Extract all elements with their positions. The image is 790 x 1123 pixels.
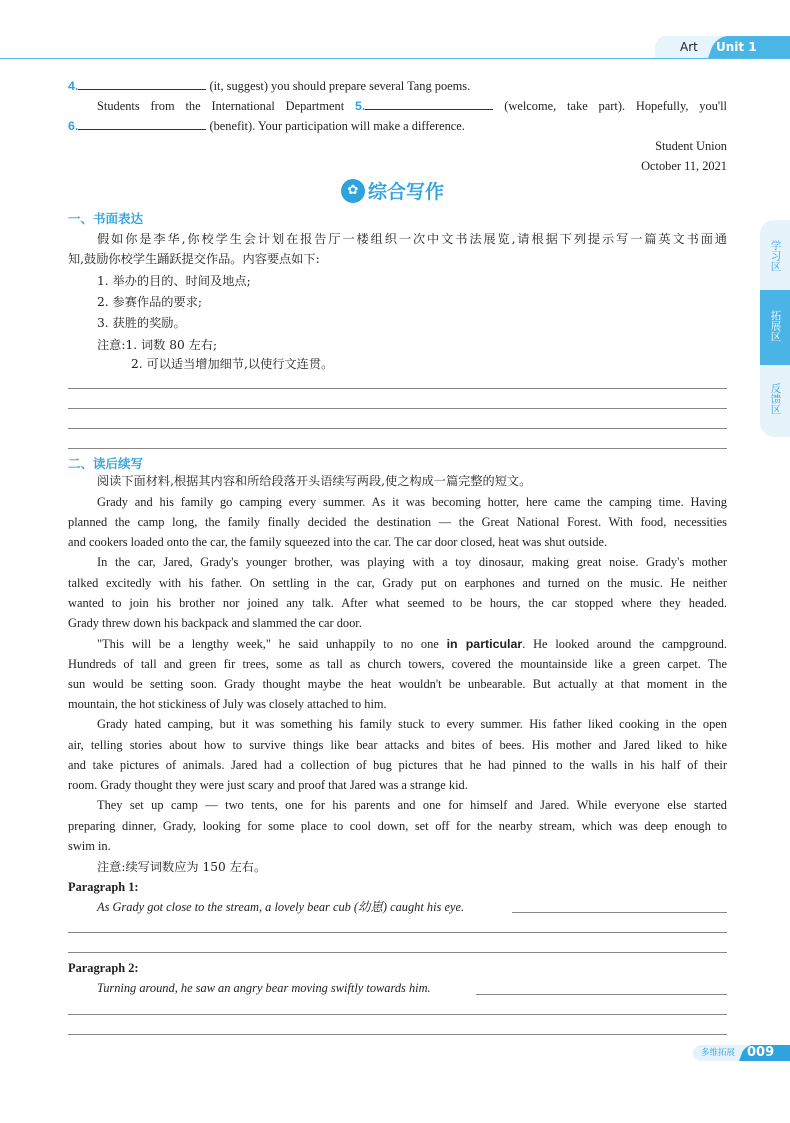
- letter-text: (it, suggest) you should prepare several Tang poems.: [209, 79, 471, 93]
- blank-number: 6.: [68, 119, 79, 133]
- story-line: Grady and his family go camping every summer. As it was becoming hotter, here came the camping time. Having: [97, 495, 727, 509]
- writing-line[interactable]: [68, 388, 727, 389]
- story-line: Hundreds of tall and green fir trees, some as tall as church towers, covered the mountainside like a green carpet. The: [68, 657, 727, 671]
- blank-number: 4.: [68, 79, 79, 93]
- answer-blank-6[interactable]: [78, 116, 206, 130]
- answer-blank-5[interactable]: [365, 96, 493, 110]
- story-line: Grady threw down his backpack and slammed the car door.: [68, 616, 362, 630]
- prompt-text: 阅读下面材料,根据其内容和所给段落开头语续写两段,使之构成一篇完整的短文。: [97, 474, 532, 488]
- writing-line[interactable]: [68, 1014, 727, 1015]
- blank-number: 5.: [355, 99, 366, 113]
- header-unit: Unit 1: [716, 40, 757, 54]
- answer-blank-4[interactable]: [78, 76, 206, 90]
- story-line: [97, 634, 727, 654]
- story-line: Grady hated camping, but it was something his family stuck to every summer. His father liked cooking in the open: [97, 717, 727, 731]
- section-title: 综合写作: [368, 181, 445, 203]
- page-number: 009: [747, 1045, 775, 1060]
- writing-line[interactable]: [512, 912, 727, 913]
- section-emblem-icon: ✿: [341, 179, 365, 203]
- writing-line[interactable]: [68, 408, 727, 409]
- prompt-note: 注意:续写词数应为 150 左右。: [97, 860, 267, 874]
- paragraph-1-start: As Grady got close to the stream, a lovely bear cub (幼崽) caught his eye.: [97, 900, 465, 914]
- writing-line[interactable]: [68, 1034, 727, 1035]
- side-tab-feedback[interactable]: 反馈区: [760, 365, 790, 437]
- story-line: wanted to join his brother nor joined any talk. After what seemed to be hours, the car stopped where they headed.: [68, 596, 727, 610]
- writing-line[interactable]: [68, 932, 727, 933]
- header-subject: Art: [680, 40, 698, 54]
- footer-label: 多维拓展: [693, 1045, 761, 1061]
- story-line: talked excitedly with his father. On settling in the car, Grady put on earphones and turned on the music. He neither: [68, 576, 727, 590]
- story-line: and cookers loaded onto the car, the family squeezed into the car. The car door closed, heat was shut outside.: [68, 535, 608, 549]
- prompt-point: 2. 参赛作品的要求;: [97, 295, 202, 309]
- letter-date: October 11, 2021: [641, 159, 727, 173]
- writing-line[interactable]: [68, 448, 727, 449]
- writing-line[interactable]: [476, 994, 727, 995]
- prompt-text: 知,鼓励你校学生踊跃提交作品。内容要点如下:: [68, 252, 320, 266]
- prompt-note: 注意:1. 词数 80 左右;: [97, 338, 218, 352]
- story-line: In the car, Jared, Grady's younger brother, was playing with a toy dinosaur, making great noise. Grady's mother: [97, 555, 727, 569]
- header-rule: [0, 58, 790, 59]
- section-heading: 二、读后续写: [68, 456, 144, 471]
- letter-line: [68, 116, 727, 136]
- paragraph-1-label: Paragraph 1:: [68, 880, 139, 894]
- side-tab-study[interactable]: 学习区: [760, 220, 790, 290]
- writing-line[interactable]: [68, 952, 727, 953]
- story-line: sun would be setting soon. Grady thought maybe the heat wouldn't be unbearable. But actually at that moment in the: [68, 677, 727, 691]
- letter-text: (welcome, take part). Hopefully, you'll: [504, 99, 728, 113]
- prompt-point: 3. 获胜的奖励。: [97, 316, 186, 330]
- letter-text: Students from the International Department: [97, 99, 345, 113]
- story-text: . He looked around the campground.: [522, 637, 727, 651]
- prompt-point: 1. 举办的目的、时间及地点;: [97, 274, 251, 288]
- prompt-note: 2. 可以适当增加细节,以使行文连贯。: [131, 357, 334, 371]
- paragraph-2-label: Paragraph 2:: [68, 961, 139, 975]
- letter-text: (benefit). Your participation will make a difference.: [209, 119, 465, 133]
- story-line: They set up camp — two tents, one for his parents and one for himself and Jared. While everyone else started: [97, 798, 727, 812]
- writing-line[interactable]: [68, 428, 727, 429]
- story-line: planned the camp long, the family finally decided the destination — the Great National Forest. With food, necessities: [68, 515, 727, 529]
- letter-line: [68, 76, 727, 96]
- section-heading: 一、书面表达: [68, 211, 144, 226]
- story-line: air, telling stories about how to survive things like bear attacks and bites of bees. His mother and Jared liked to hike: [68, 738, 727, 752]
- prompt-text: 假如你是李华,你校学生会计划在报告厅一楼组织一次中文书法展览,请根据下列提示写一篇英文书面通: [97, 232, 727, 246]
- story-line: mountain, the hot stickiness of July was closely attached to him.: [68, 697, 387, 711]
- story-line: swim in.: [68, 839, 111, 853]
- story-line: room. Grady thought they were just scary and proof that Jared was a strange kid.: [68, 778, 468, 792]
- highlight-phrase: in particular: [446, 637, 523, 651]
- letter-signature: Student Union: [655, 139, 727, 153]
- letter-line: [97, 96, 727, 116]
- story-line: and take pictures of animals. Jared had a collection of bug pictures that he had pinned to the walls in his half of their: [68, 758, 727, 772]
- side-tab-extend[interactable]: 拓展区: [760, 290, 790, 365]
- story-text: "This will be a lengthy week," he said unhappily to no one: [97, 637, 439, 651]
- story-line: preparing dinner, Grady, looking for some place to cool down, set off for the nearby stream, which was deep enough to: [68, 819, 727, 833]
- paragraph-2-start: Turning around, he saw an angry bear moving swiftly towards him.: [97, 981, 431, 995]
